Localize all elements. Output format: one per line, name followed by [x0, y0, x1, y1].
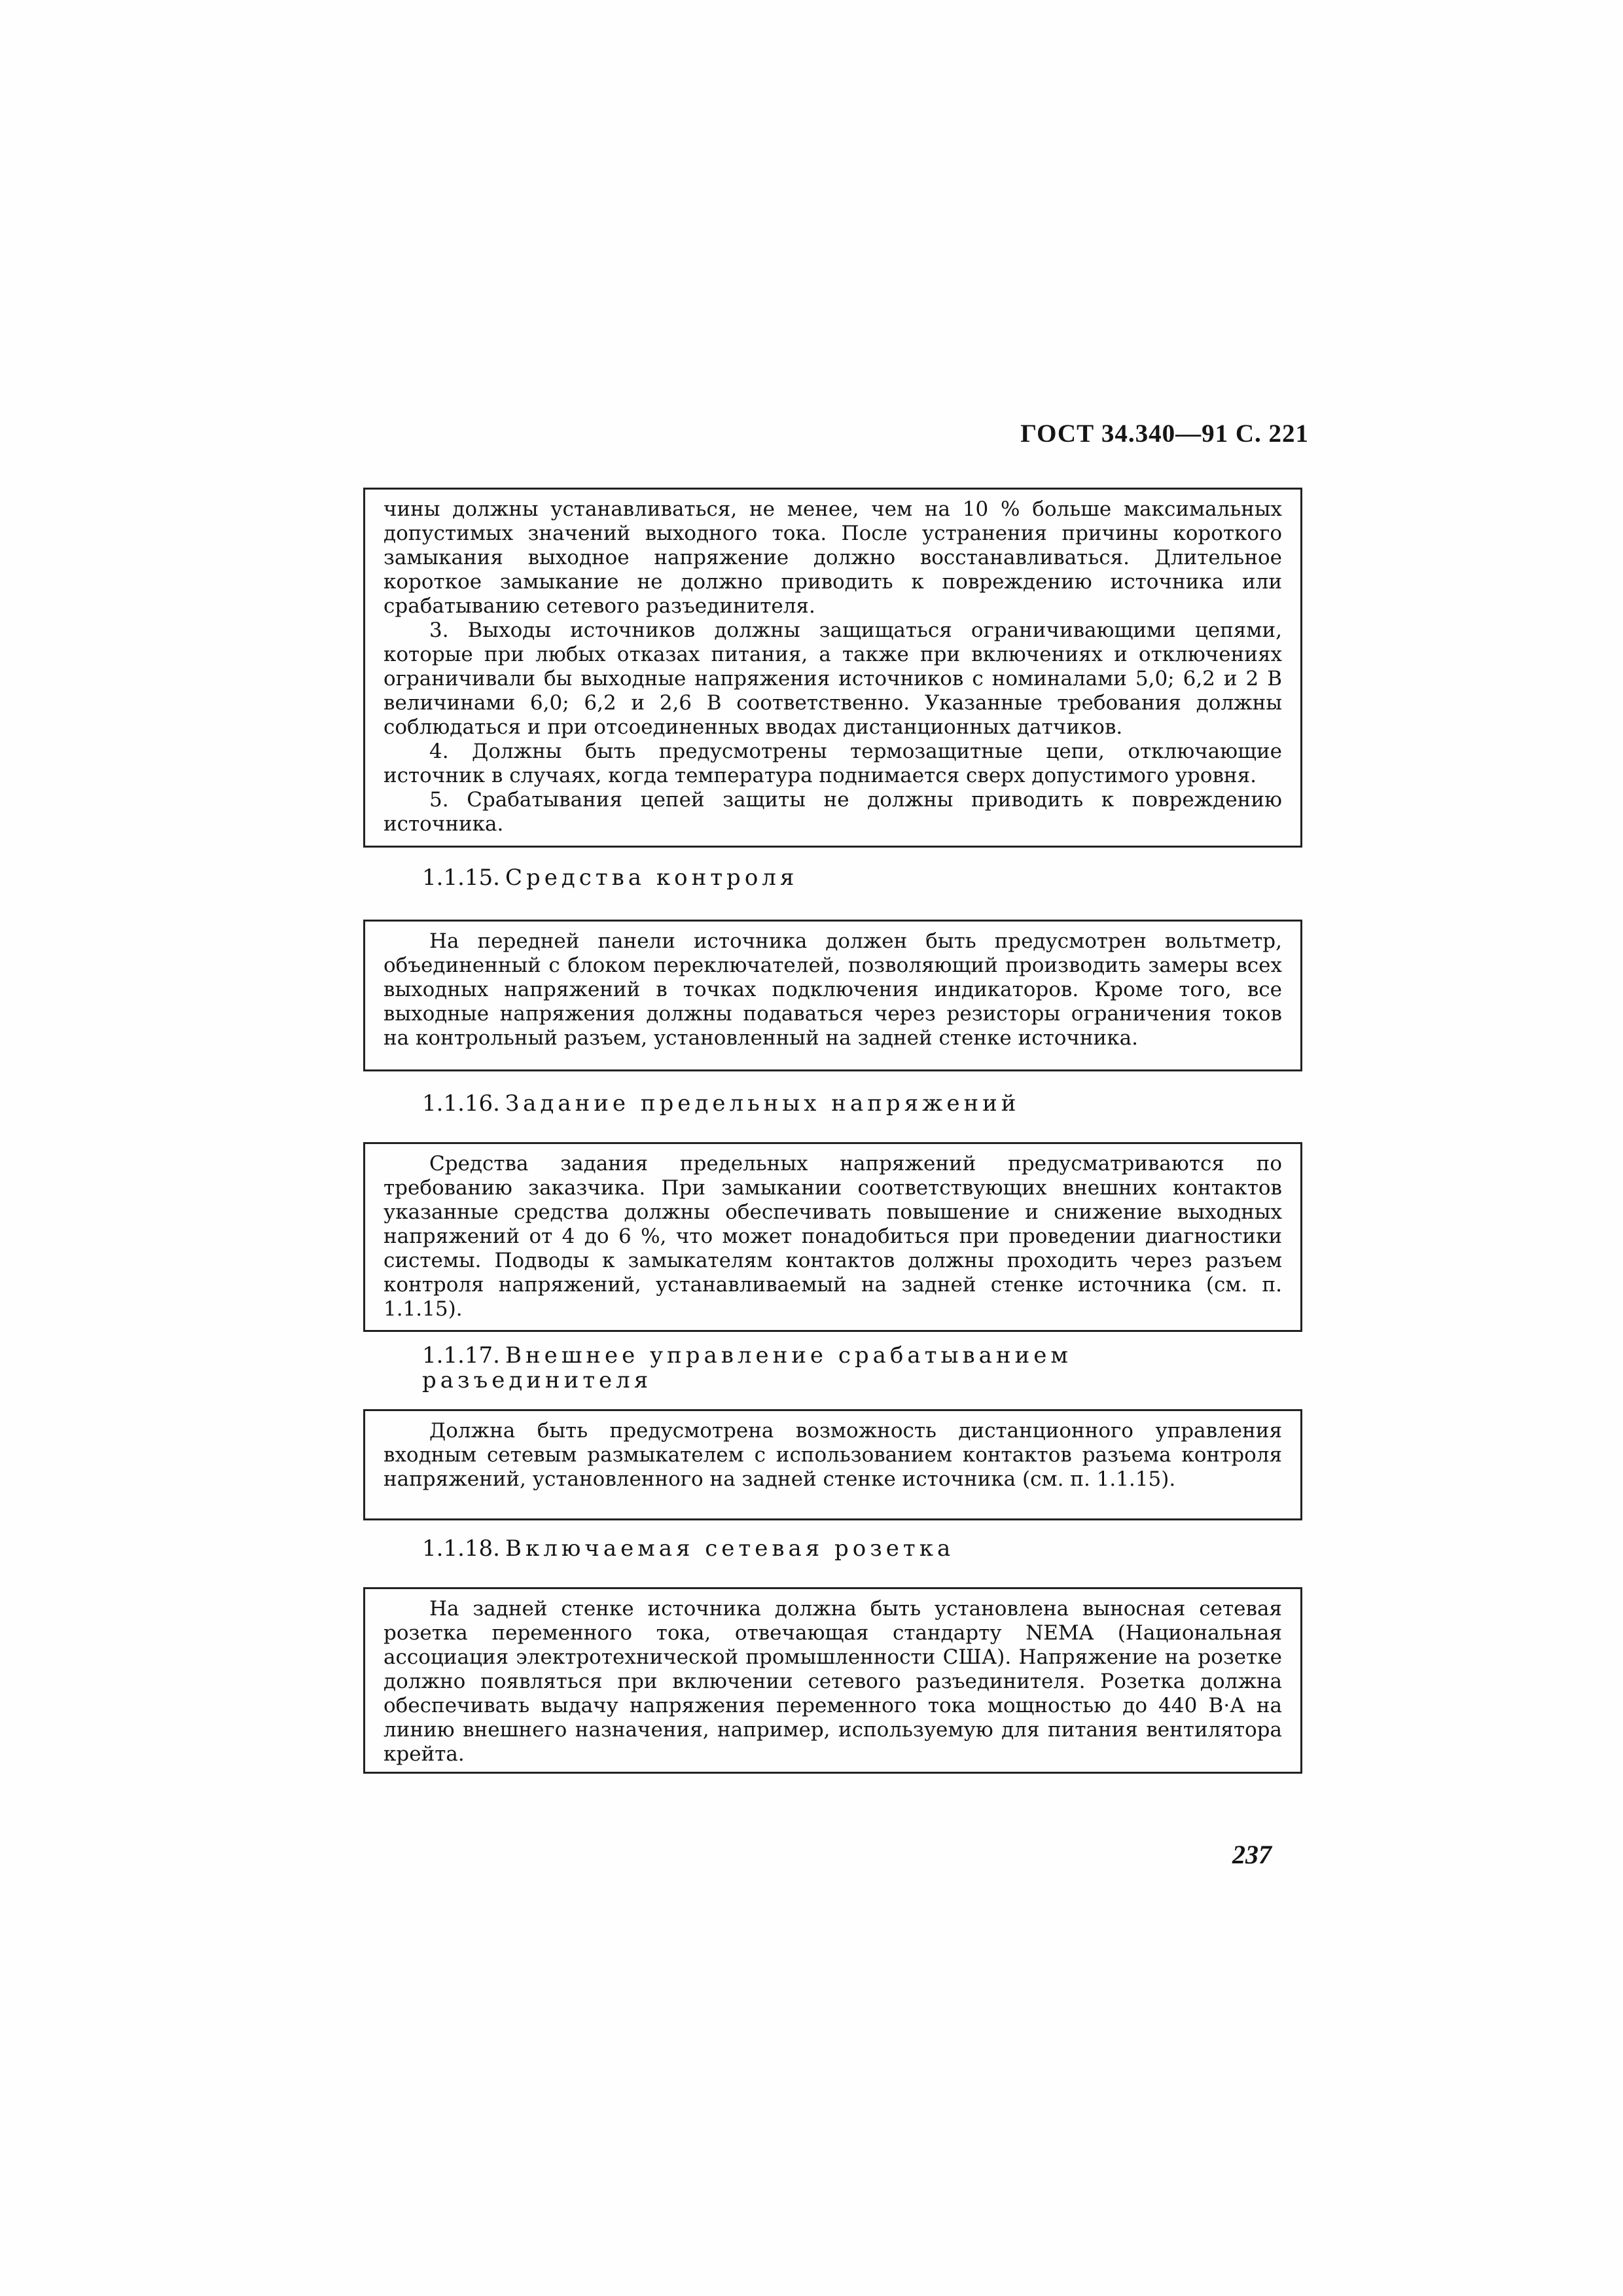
section-title: Задание предельных напряжений — [505, 1090, 1020, 1117]
page-number: 237 — [1232, 1840, 1272, 1869]
section-text: Средства задания предельных напряжений предусматриваются по требованию заказчика. При замыкании соответствующих внешних контактов указанные средства должны обеспечивать повышение и снижение выходных напряжений от 4 до 6 %, что может понадобиться при проведении диагностики системы. Подводы к замыкателям контактов должны проходить через разъем контроля напряжений, устанавливаемый на задней стенке источника (см. п. 1.1.15). — [383, 1152, 1282, 1321]
document-header: ГОСТ 34.340—91 С. 221 — [1020, 420, 1309, 448]
section-number: 1.1.18. — [422, 1535, 500, 1562]
paragraph-short-circuit: чины должны устанавливаться, не менее, чем на 10 % больше максимальных допустимых значений выходного тока. После устранения причины короткого замыкания выходное напряжение должно восстанавливаться. Длительное короткое замыкание не должно приводить к повреждению источника или срабатыванию сетевого разъединителя. — [383, 497, 1282, 618]
section-number: 1.1.16. — [422, 1090, 500, 1117]
section-number: 1.1.15. — [422, 865, 500, 891]
external-control-box — [363, 1409, 1302, 1520]
section-heading-1-1-17 — [422, 1343, 1299, 1393]
section-text: Должна быть предусмотрена возможность дистанционного управления входным сетевым размыкателем с использованием контактов разъема контроля напряжений, установленного на задней стенке источника (см. п. 1.1.15). — [383, 1419, 1282, 1491]
section-heading-1-1-16 — [422, 1091, 1299, 1116]
voltage-limits-box — [363, 1142, 1302, 1332]
socket-box — [363, 1587, 1302, 1774]
section-heading-1-1-18 — [422, 1536, 1299, 1561]
section-heading-1-1-15 — [422, 865, 1299, 890]
paragraph-item-5: 5. Срабатывания цепей защиты не должны приводить к повреждению источника. — [383, 788, 1282, 836]
section-text: На передней панели источника должен быть предусмотрен вольтметр, объединенный с блоком переключателей, позволяющий производить замеры всех выходных напряжений в точках подключения индикаторов. Кроме того, все выходные напряжения должны подаваться через резисторы ограничения токов на контрольный разъем, установленный на задней стенке источника. — [383, 929, 1282, 1050]
paragraph-item-3: 3. Выходы источников должны защищаться ограничивающими цепями, которые при любых отказах питания, а также при включениях и отключениях ограничивали бы выходные напряжения источников с номиналами 5,0; 6,2 и 2 В величинами 6,0; 6,2 и 2,6 В соответственно. Указанные требования должны соблюдаться и при отсоединенных вводах дистанционных датчиков. — [383, 619, 1282, 739]
control-means-box — [363, 920, 1302, 1071]
paragraph-item-4: 4. Должны быть предусмотрены термозащитные цепи, отключающие источник в случаях, когда температура поднимается сверх допустимого уровня. — [383, 740, 1282, 787]
section-title: Внешнее управление срабатыванием разъединителя — [422, 1342, 1072, 1393]
section-number: 1.1.17. — [422, 1342, 500, 1369]
protection-requirements-box — [363, 488, 1302, 848]
section-text: На задней стенке источника должна быть установлена выносная сетевая розетка переменного тока, отвечающая стандарту NEMA (Национальная ассоциация электротехнической промышленности США). Напряжение на розетке должно появляться при включении сетевого разъединителя. Розетка должна обеспечивать выдачу напряжения переменного тока мощностью до 440 В·А на линию внешнего назначения, например, используемую для питания вентилятора крейта. — [383, 1597, 1282, 1766]
section-title: Включаемая сетевая розетка — [505, 1535, 955, 1562]
section-title: Средства контроля — [505, 865, 798, 891]
